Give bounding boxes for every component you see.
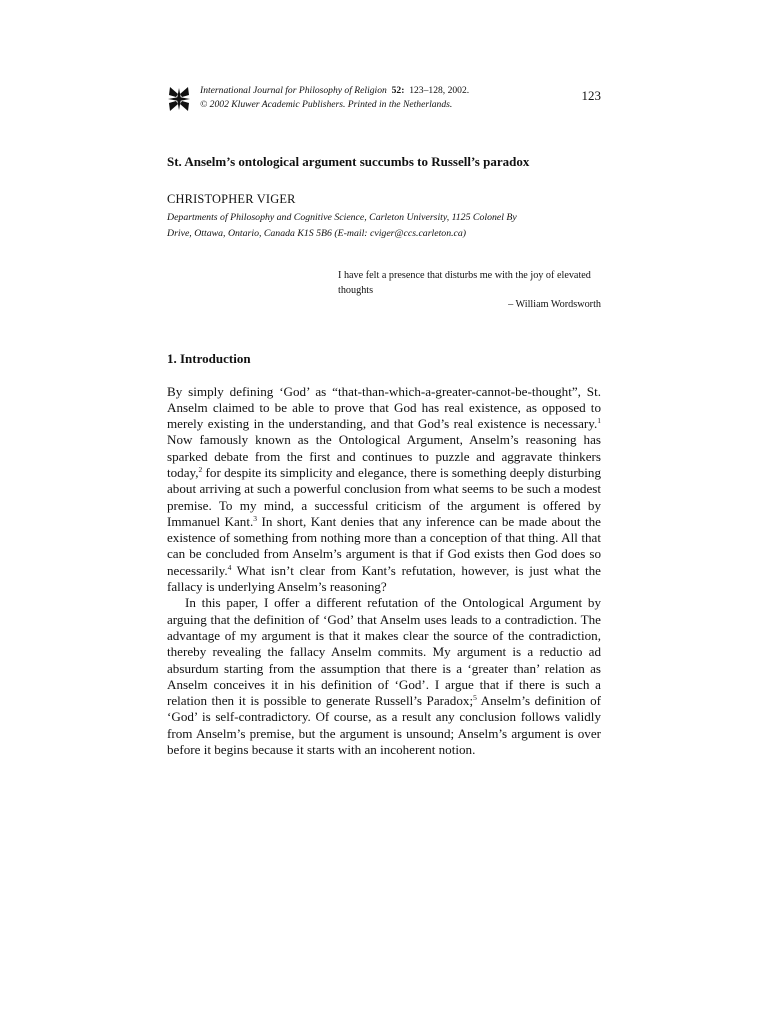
- paragraph-2-text-a: In this paper, I offer a different refutation of the Ontological Argument by arguing that the definition of ‘God’ that Anselm uses leads to a contradiction. The advantage of my argument is that it makes clear the source of the contradiction, thereby revealing the fallacy Anselm commits. My argument is a reductio ad absurdum starting from the assumption that there is a ‘greater than’ relation as Anselm conceives it in his definition of ‘God’. I argue that if there is such a relation then it is possible to generate Russell’s Paradox;: [167, 595, 601, 709]
- epigraph-attribution: – William Wordsworth: [508, 299, 601, 310]
- publisher-logo-icon: [167, 85, 191, 113]
- paragraph-1-text-c: for despite its simplicity and elegance, there is something deeply disturbing about arriving at such a powerful conclusion from what seems to be such a modest premise. To my mind, a successful criticism of the argument is offered by Immanuel Kant.: [167, 464, 601, 529]
- journal-header: [167, 82, 601, 118]
- paragraph-1: [167, 384, 601, 596]
- epigraph: [338, 269, 601, 313]
- journal-pages: 123–128, 2002.: [409, 85, 470, 96]
- journal-volume: 52:: [391, 85, 405, 96]
- footnote-ref-3: 3: [253, 513, 258, 523]
- article-page: [167, 82, 601, 758]
- footnote-ref-4: 4: [227, 562, 232, 572]
- paragraph-1-text-b: Now famously known as the Ontological Argument, Anselm’s reasoning has sparked debate from the first and continues to puzzle and aggravate thinkers today,: [167, 432, 601, 480]
- page-number: 123: [581, 88, 601, 103]
- paragraph-1-text-a: By simply defining ‘God’ as “that-than-which-a-greater-cannot-be-thought”, St. Anselm claimed to be able to prove that God has real existence, as opposed to merely existing in the understanding, and that God’s real existence is necessary.: [167, 383, 601, 432]
- journal-name: International Journal for Philosophy of Religion: [200, 85, 387, 96]
- paragraph-1-text-d: In short, Kant denies that any inference can be made about the existence of something from nothing more than a conception of that thing. All that can be concluded from Anselm’s argument is that if God exists then God does so necessarily.: [167, 513, 601, 578]
- author-name: CHRISTOPHER VIGER: [167, 192, 296, 206]
- footnote-ref-2: 2: [198, 464, 203, 474]
- article-title: St. Anselm’s ontological argument succumbs to Russell’s paradox: [167, 154, 530, 169]
- affiliation-line-2: Drive, Ottawa, Ontario, Canada K1S 5B6 (E-mail: cviger@ccs.carleton.ca): [167, 228, 467, 239]
- paragraph-2-text-b: Anselm’s definition of ‘God’ is self-contradictory. Of course, as a result any conclusion follows validly from Anselm’s premise, but the argument is unsound; Anselm’s argument is over before it begins because it starts with an incoherent notion.: [167, 693, 601, 758]
- section-heading: 1. Introduction: [167, 350, 251, 366]
- article-body: [167, 384, 601, 759]
- journal-citation: [200, 84, 469, 112]
- paragraph-1-text-e: What isn’t clear from Kant’s refutation, however, is just what the fallacy is underlying Anselm’s reasoning?: [167, 562, 601, 595]
- footnote-ref-1: 1: [597, 416, 601, 426]
- paragraph-2: [167, 595, 601, 758]
- copyright-line: © 2002 Kluwer Academic Publishers. Printed in the Netherlands.: [200, 99, 453, 110]
- journal-line: [200, 84, 469, 98]
- author-affiliation: [167, 210, 601, 242]
- epigraph-quote: I have felt a presence that disturbs me with the joy of elevated thoughts: [338, 270, 591, 296]
- affiliation-line-1: Departments of Philosophy and Cognitive Science, Carleton University, 1125 Colonel By: [167, 212, 517, 223]
- footnote-ref-5: 5: [473, 693, 477, 703]
